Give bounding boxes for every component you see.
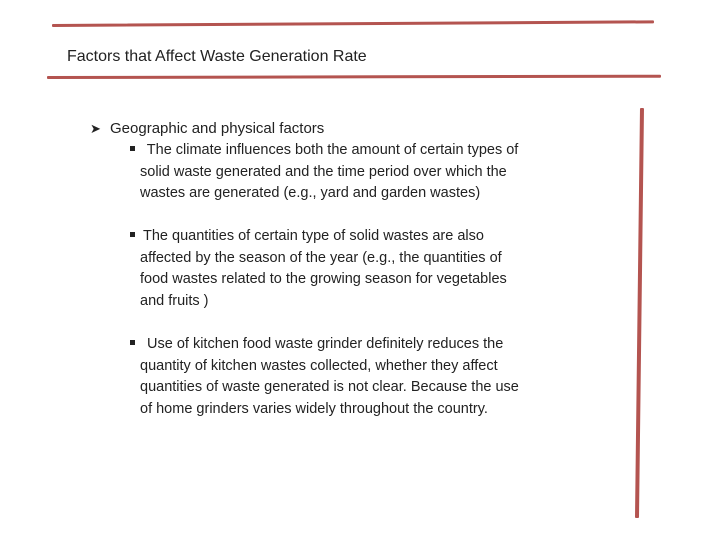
square-bullet-icon [130, 232, 135, 237]
sub-bullet-line: and fruits ) [140, 292, 209, 309]
square-bullet-icon [130, 340, 135, 345]
slide-title: Factors that Affect Waste Generation Rate [67, 48, 367, 65]
sub-bullet-line: food wastes related to the growing season for vegetables [140, 271, 507, 287]
sub-bullet-line: The quantities of certain type of solid wastes are also [143, 228, 484, 244]
sub-bullet-line: affected by the season of the year (e.g., the quantities of [140, 249, 502, 266]
sub-bullet-line: of home grinders varies widely throughout the country. [140, 400, 488, 417]
sub-bullet-climate [130, 140, 518, 205]
main-bullet [90, 119, 324, 139]
sub-bullet-line: wastes are generated (e.g., yard and garden wastes) [140, 185, 481, 201]
sub-bullet-line: quantity of kitchen wastes collected, whether they affect [140, 357, 498, 374]
top-divider-rule [52, 20, 654, 27]
sub-bullet-season [130, 226, 507, 312]
title-underline-rule [47, 75, 661, 79]
main-bullet-text: Geographic and physical factors [110, 120, 325, 137]
arrow-bullet-icon: ➤ [90, 121, 101, 136]
sub-bullet-line: solid waste generated and the time period over which the [140, 163, 507, 180]
sub-bullet-grinder [130, 334, 519, 420]
sub-bullet-line: The climate influences both the amount of certain types of [143, 142, 519, 158]
sub-bullet-line: Use of kitchen food waste grinder definitely reduces the [143, 336, 504, 352]
sub-bullet-line: quantities of waste generated is not clear. Because the use [140, 379, 519, 395]
square-bullet-icon [130, 146, 135, 151]
right-vertical-rule [635, 108, 644, 518]
